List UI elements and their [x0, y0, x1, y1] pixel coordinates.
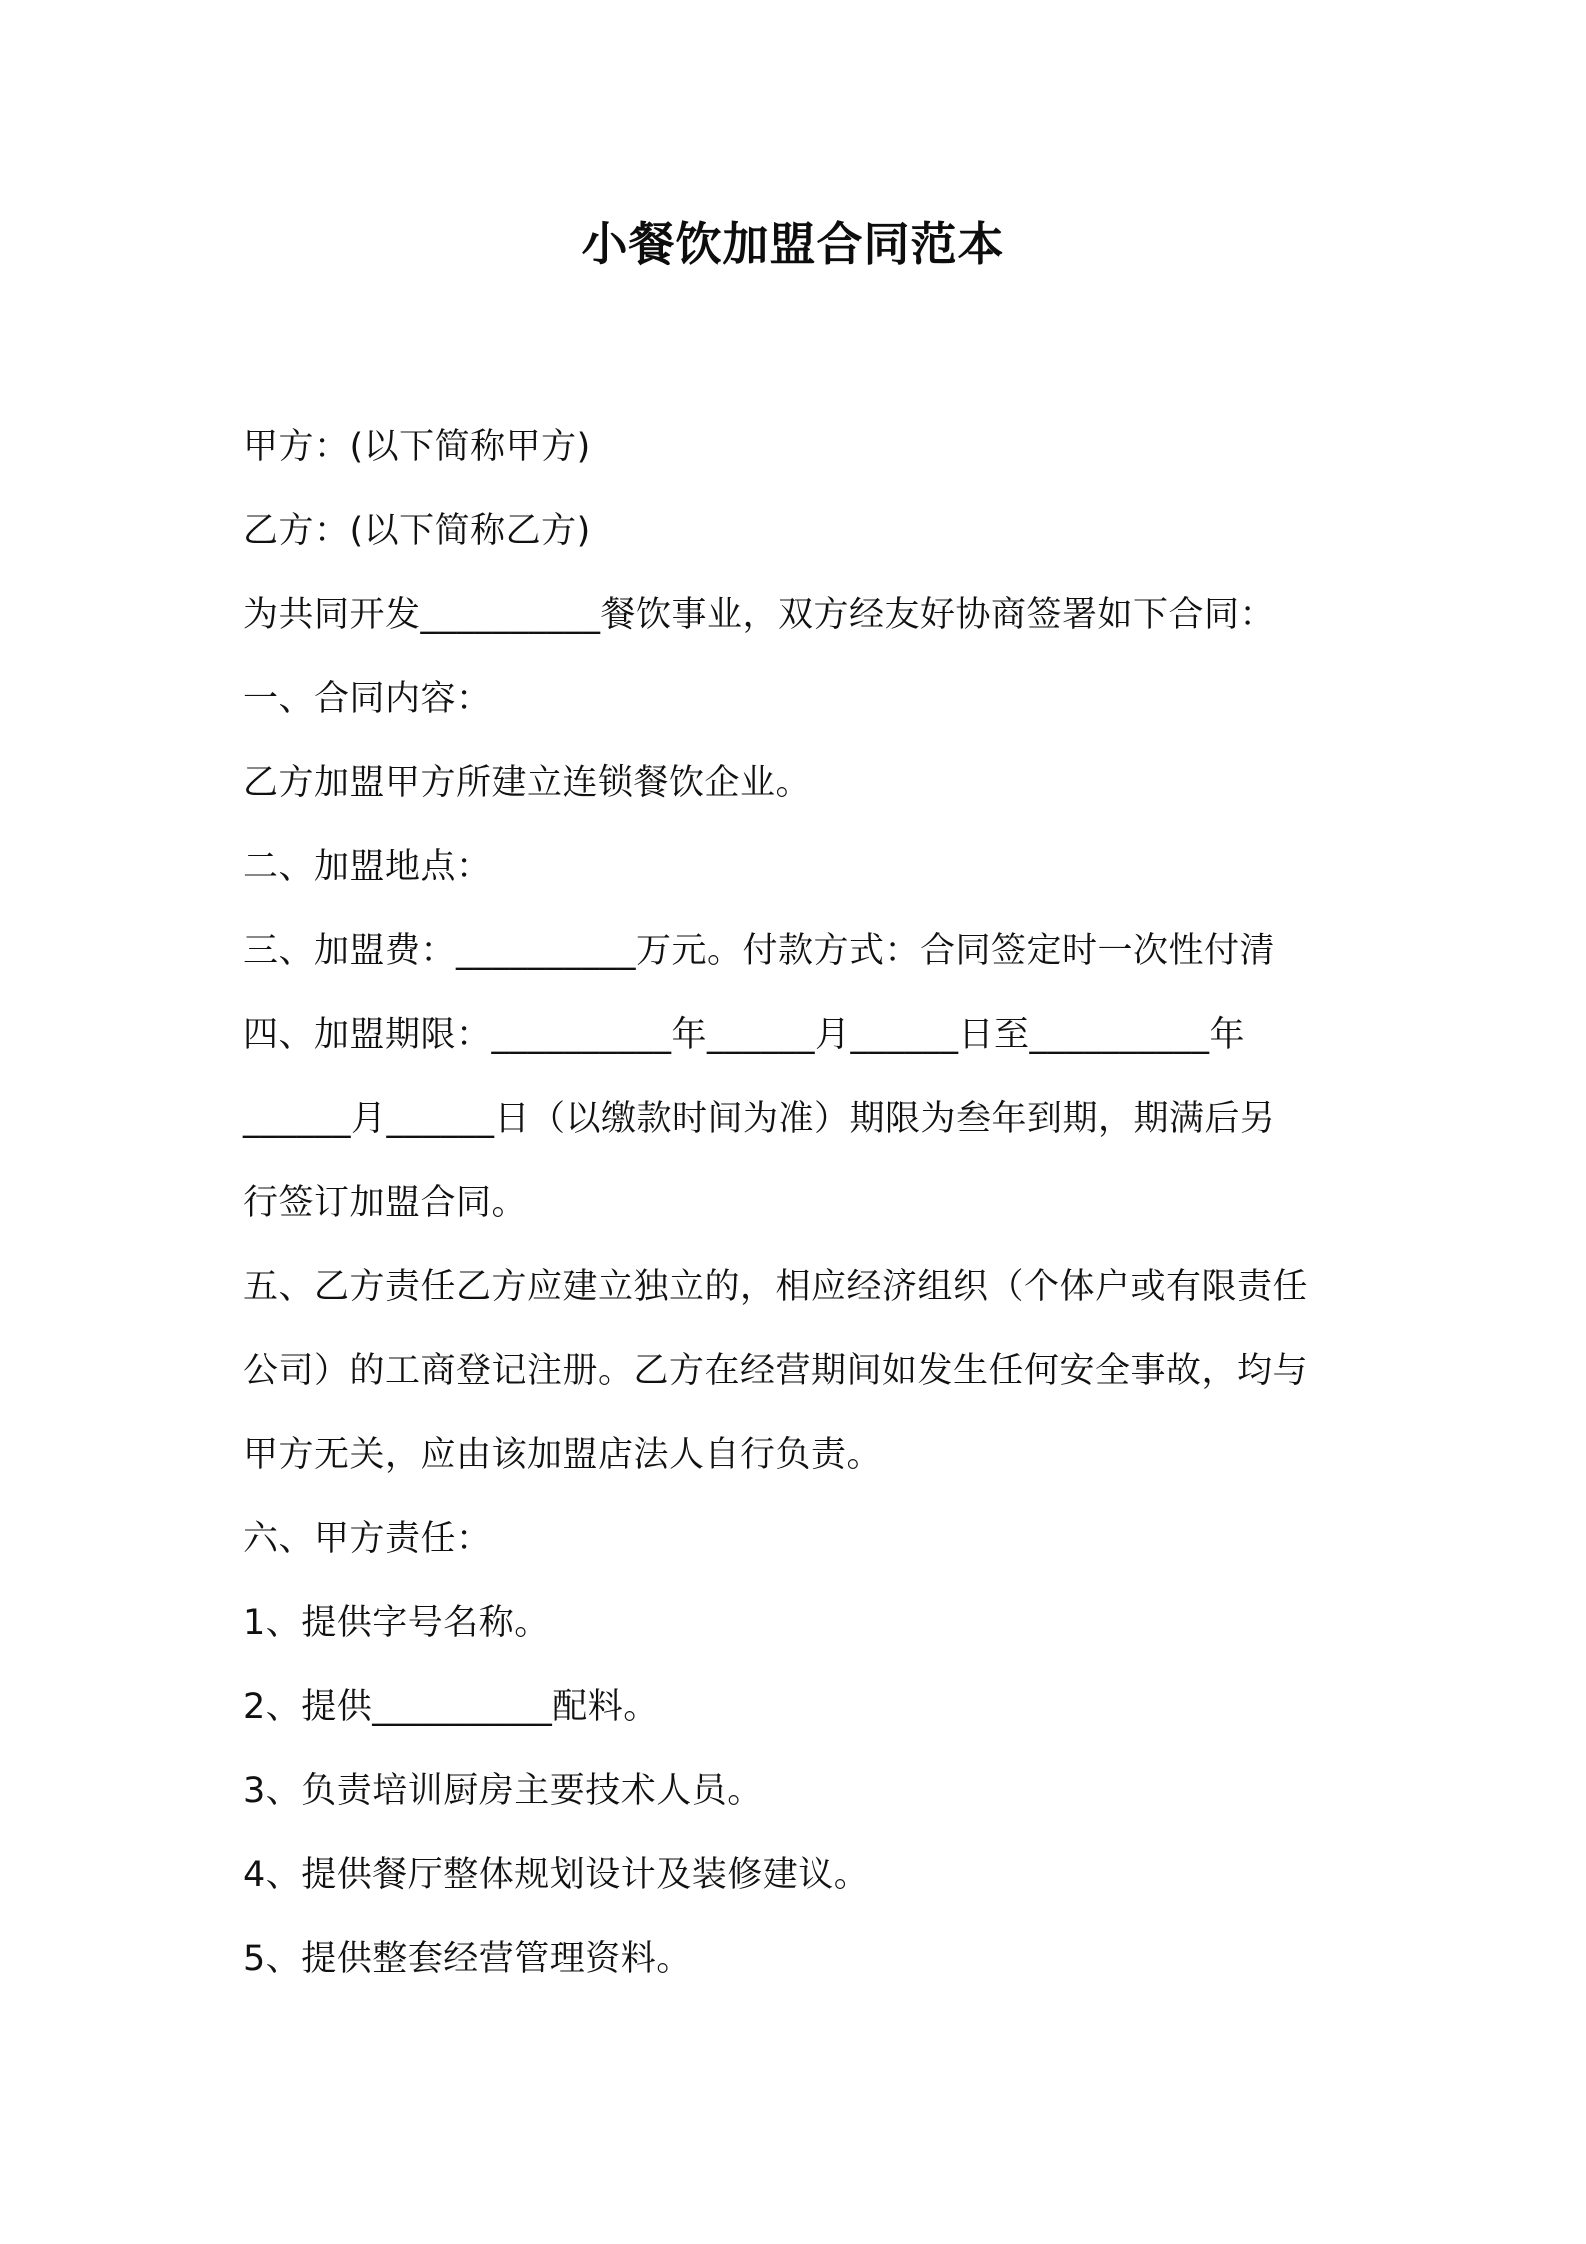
section-1-heading: 一、合同内容： [243, 679, 492, 719]
section-6-heading: 六、甲方责任： [243, 1519, 492, 1559]
section-4-term-line-1: 四、加盟期限：__________年______月______日至__________年 [243, 1015, 1246, 1055]
section-1-text: 乙方加盟甲方所建立连锁餐饮企业。 [243, 763, 812, 803]
list-item-4: 4、提供餐厅整体规划设计及装修建议。 [243, 1855, 870, 1895]
document-body [243, 405, 1363, 2001]
section-5-line-3: 甲方无关，应由该加盟店法人自行负责。 [243, 1435, 883, 1475]
section-4-term-line-2: ______月______日（以缴款时间为准）期限为叁年到期，期满后另 [243, 1099, 1276, 1139]
section-3-fee-line: 三、加盟费：__________万元。付款方式：合同签定时一次性付清 [243, 931, 1276, 971]
preamble-line: 为共同开发__________餐饮事业，双方经友好协商签署如下合同： [243, 595, 1276, 635]
list-item-1: 1、提供字号名称。 [243, 1603, 550, 1643]
list-item-2: 2、提供__________配料。 [243, 1687, 659, 1727]
list-item-5: 5、提供整套经营管理资料。 [243, 1939, 692, 1979]
section-2-heading: 二、加盟地点： [243, 847, 492, 887]
section-5-line-2: 公司）的工商登记注册。乙方在经营期间如发生任何安全事故，均与 [243, 1351, 1309, 1391]
section-5-line-1: 五、乙方责任乙方应建立独立的，相应经济组织（个体户或有限责任 [243, 1267, 1309, 1307]
party-b-line: 乙方：(以下简称乙方) [243, 511, 591, 551]
document-title: 小餐饮加盟合同范本 [581, 217, 1005, 271]
section-4-term-line-3: 行签订加盟合同。 [243, 1183, 528, 1223]
list-item-3: 3、负责培训厨房主要技术人员。 [243, 1771, 763, 1811]
party-a-line: 甲方：(以下简称甲方) [243, 427, 591, 467]
